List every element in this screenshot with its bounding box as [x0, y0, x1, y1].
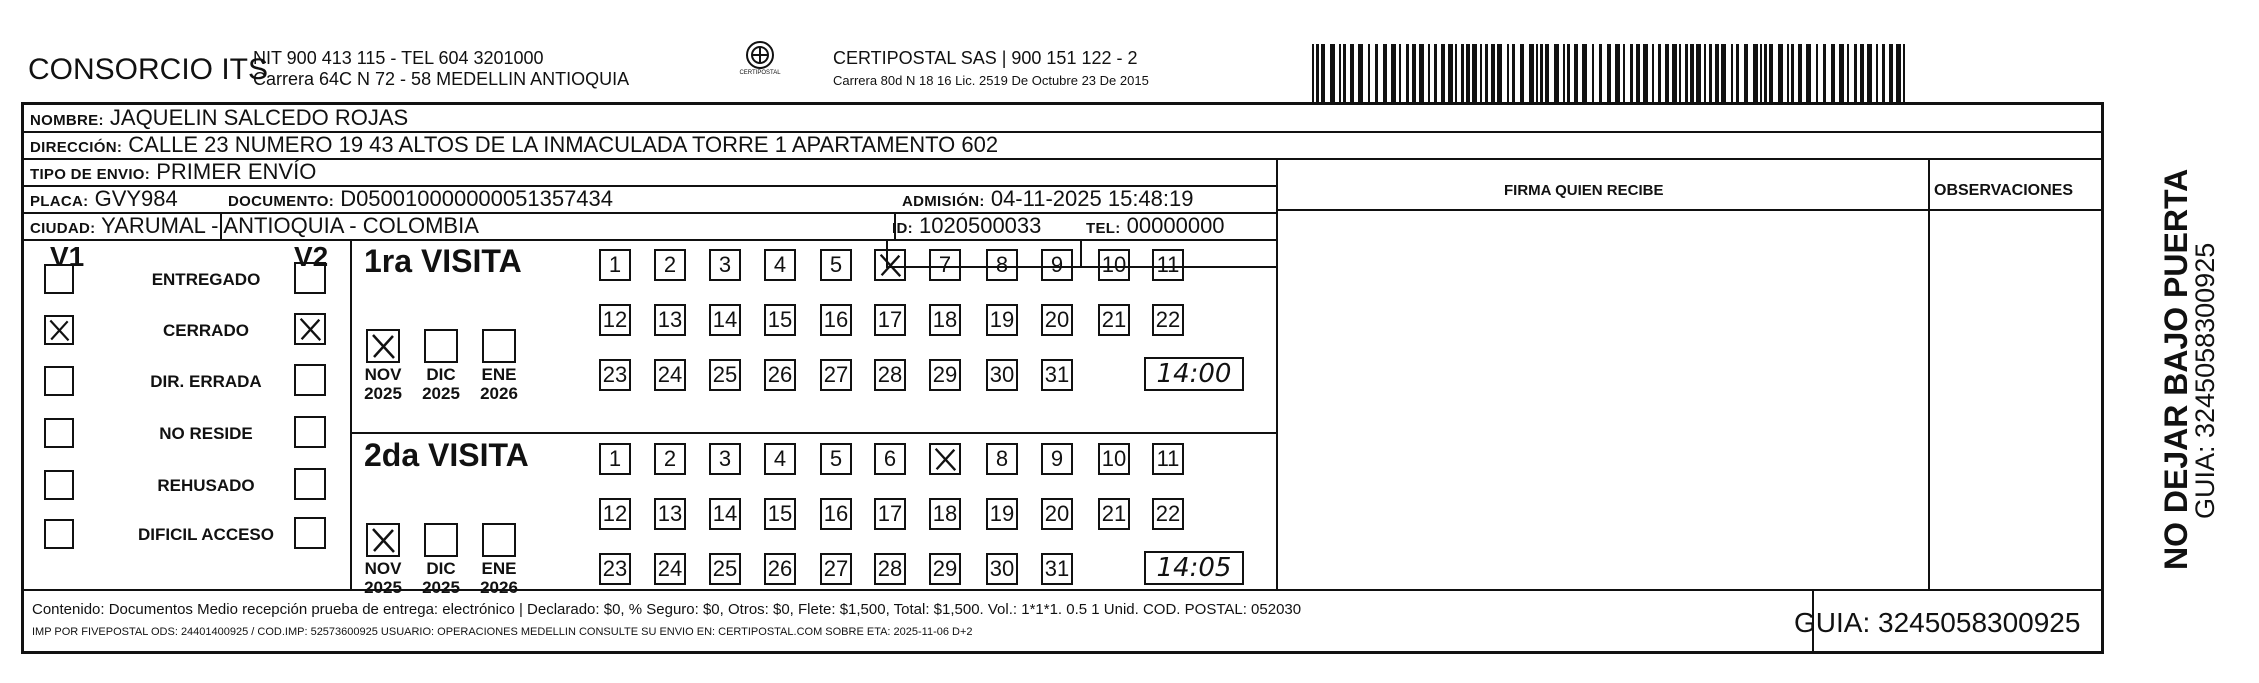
day-box[interactable]: 24 [654, 359, 686, 391]
barcode-bar [1685, 44, 1688, 102]
day-box[interactable]: 2 [654, 443, 686, 475]
barcode-bar [1847, 44, 1849, 102]
month-name: NOV [364, 365, 402, 384]
day-box[interactable]: 15 [764, 498, 796, 530]
v2-status-checkbox[interactable] [294, 416, 326, 448]
barcode-bar [1358, 44, 1363, 102]
day-box[interactable]: 29 [929, 553, 961, 585]
x-mark-icon [296, 315, 324, 343]
barcode-bar [1806, 44, 1811, 102]
month-checkbox[interactable] [482, 523, 516, 557]
direccion-value: CALLE 23 NUMERO 19 43 ALTOS DE LA INMACULADA TORRE 1 APARTAMENTO 602 [128, 132, 999, 157]
day-box[interactable]: 18 [929, 498, 961, 530]
barcode-bar [1630, 44, 1633, 102]
barcode-bar [1448, 44, 1453, 102]
barcode-bar [1554, 44, 1559, 102]
barcode-bar [1679, 44, 1681, 102]
day-box[interactable]: 15 [764, 304, 796, 336]
barcode-bar [1744, 44, 1748, 102]
status-label: ENTREGADO [151, 270, 261, 289]
barcode-bar [1520, 44, 1524, 102]
admision-field [902, 186, 1193, 212]
id-field [892, 213, 1041, 239]
company-nit-line: NIT 900 413 115 - TEL 604 3201000 [253, 48, 544, 68]
barcode-bar [1567, 44, 1570, 102]
day-box[interactable]: 22 [1152, 498, 1184, 530]
barcode-bar [1582, 44, 1587, 102]
placa-field [30, 186, 178, 212]
v2-status-checkbox[interactable] [294, 262, 326, 294]
barcode-bar [1368, 44, 1370, 102]
month-checkbox[interactable] [482, 329, 516, 363]
barcode-bar [1896, 44, 1901, 102]
tel-field [1086, 213, 1225, 239]
barcode-bar [1731, 44, 1733, 102]
barcode-bar [1709, 44, 1712, 102]
barcode-bar [1480, 44, 1482, 102]
barcode-bar [1507, 44, 1509, 102]
day-box[interactable]: 1 [599, 443, 631, 475]
barcode-bar [1350, 44, 1354, 102]
month-label [358, 365, 408, 403]
barcode-bar [1383, 44, 1387, 102]
x-mark-icon [876, 251, 904, 279]
day-box[interactable]: 19 [986, 304, 1018, 336]
barcode-bar [1599, 44, 1602, 102]
barcode-bar [1545, 44, 1549, 102]
tipo-envio-row [30, 159, 316, 185]
day-box[interactable]: 30 [986, 359, 1018, 391]
month-year: 2025 [422, 578, 460, 597]
day-box[interactable]: 11 [1152, 249, 1184, 281]
day-box[interactable]: 25 [709, 359, 741, 391]
barcode-bar [1854, 44, 1857, 102]
barcode-bar [1441, 44, 1445, 102]
status-label: CERRADO [163, 321, 249, 340]
barcode-bar [1615, 44, 1620, 102]
day-box[interactable]: 10 [1098, 443, 1130, 475]
month-year: 2025 [422, 384, 460, 403]
footer-print-line: IMP POR FIVEPOSTAL ODS: 24401400925 / COD.IMP: 52573600925 USUARIO: OPERACIONES MEDELLIN CONSULTE SU ENVIO EN: CERTIPOSTAL.COM SOBRE ETA: 2025-11-06 D+2 [32, 626, 973, 638]
courier-name: CERTIPOSTAL SAS | 900 151 122 - 2 [833, 48, 1138, 68]
day-box[interactable]: 14 [709, 304, 741, 336]
barcode-bar [1497, 44, 1502, 102]
day-box[interactable]: 9 [1041, 249, 1073, 281]
certipostal-logo [730, 40, 790, 96]
courier-address: Carrera 80d N 18 16 Lic. 2519 De Octubre 23 De 2015 [833, 73, 1149, 88]
barcode-bar [1375, 44, 1378, 102]
x-mark-icon [368, 525, 398, 555]
barcode-bar [1665, 44, 1669, 102]
month-year: 2026 [480, 578, 518, 597]
barcode [1312, 44, 1912, 102]
x-mark-icon [931, 445, 959, 473]
barcode-bar [1769, 44, 1773, 102]
barcode-bar [1339, 44, 1341, 102]
barcode-bar [1461, 44, 1464, 102]
ciudad-value: YARUMAL - ANTIOQUIA - COLOMBIA [101, 213, 479, 238]
day-box[interactable]: 23 [599, 359, 631, 391]
barcode-bar [1753, 44, 1758, 102]
month-checkbox[interactable] [366, 329, 400, 363]
month-checkbox[interactable] [424, 329, 458, 363]
visit-title: 1ra VISITA [364, 243, 522, 279]
barcode-bar [1419, 44, 1424, 102]
month-checkbox[interactable] [424, 523, 458, 557]
barcode-bar [1764, 44, 1767, 102]
day-box[interactable]: 2 [654, 249, 686, 281]
month-name: DIC [426, 365, 456, 384]
barcode-bar [1623, 44, 1625, 102]
barcode-bar [1831, 44, 1835, 102]
month-name: NOV [364, 559, 402, 578]
direccion-label: DIRECCIÓN: [30, 139, 123, 156]
barcode-bar [1330, 44, 1335, 102]
barcode-bar [1472, 44, 1477, 102]
day-box[interactable]: 20 [1041, 304, 1073, 336]
barcode-bar [1434, 44, 1437, 102]
admision-value: 04-11-2025 15:48:19 [990, 186, 1194, 211]
placa-value: GVY984 [94, 186, 178, 211]
v1-status-checkbox[interactable] [44, 264, 74, 294]
firma-header: FIRMA QUIEN RECIBE [1504, 182, 1664, 199]
barcode-bar [1592, 44, 1594, 102]
day-box[interactable]: 30 [986, 553, 1018, 585]
x-mark-icon [46, 317, 72, 343]
month-name: ENE [481, 559, 517, 578]
barcode-bar [1798, 44, 1802, 102]
day-box[interactable]: 26 [764, 553, 796, 585]
tipo-envio-value: PRIMER ENVÍO [156, 159, 317, 184]
day-box[interactable]: 20 [1041, 498, 1073, 530]
barcode-bar [1512, 44, 1515, 102]
observaciones-header: OBSERVACIONES [1934, 182, 2073, 199]
barcode-bar [1672, 44, 1677, 102]
month-label [416, 365, 466, 403]
day-box[interactable]: 24 [654, 553, 686, 585]
barcode-bar [1529, 44, 1534, 102]
barcode-bar [1860, 44, 1864, 102]
footer-content-line: Contenido: Documentos Medio recepción prueba de entrega: electrónico | Declarado: $0, % Seguro: $0, Otros: $0, Flete: $1,500, Total: $1,500. Vol.: 1*1*1. 0.5 1 Unid. COD. POSTAL: 052030 [32, 601, 1302, 618]
day-box[interactable]: 1 [599, 249, 631, 281]
day-box[interactable] [929, 443, 961, 475]
ciudad-field [30, 213, 479, 239]
barcode-bar [1816, 44, 1818, 102]
barcode-bar [1536, 44, 1538, 102]
v1-status-checkbox[interactable] [44, 418, 74, 448]
barcode-bar [1574, 44, 1578, 102]
day-box[interactable]: 14 [709, 498, 741, 530]
company-address-line: Carrera 64C N 72 - 58 MEDELLIN ANTIOQUIA [253, 69, 630, 89]
barcode-bar [1312, 44, 1314, 102]
barcode-bar [1412, 44, 1416, 102]
month-name: DIC [426, 559, 456, 578]
ciudad-label: CIUDAD: [30, 220, 96, 237]
day-box[interactable]: 22 [1152, 304, 1184, 336]
day-box[interactable]: 9 [1041, 443, 1073, 475]
v2-status-checkbox[interactable] [294, 364, 326, 396]
barcode-bar [1778, 44, 1783, 102]
day-box[interactable]: 5 [820, 443, 852, 475]
day-box[interactable]: 25 [709, 553, 741, 585]
barcode-bar [1406, 44, 1409, 102]
barcode-bar [1690, 44, 1694, 102]
barcode-bar [1491, 44, 1495, 102]
day-box[interactable]: 8 [986, 249, 1018, 281]
v2-header: V2 [294, 241, 329, 272]
month-year: 2026 [480, 384, 518, 403]
barcode-bar [1704, 44, 1706, 102]
v1-status-checkbox[interactable] [44, 470, 74, 500]
side-warning: NO DEJAR BAJO PUERTA [2158, 168, 2194, 570]
visit-title: 2da VISITA [364, 437, 529, 473]
day-box[interactable]: 27 [820, 359, 852, 391]
v1-status-checkbox[interactable] [44, 366, 74, 396]
day-box[interactable]: 4 [764, 443, 796, 475]
day-box[interactable] [874, 249, 906, 281]
tel-label: TEL: [1086, 220, 1121, 237]
barcode-bar [1721, 44, 1726, 102]
month-label [358, 559, 408, 597]
day-box[interactable]: 28 [874, 359, 906, 391]
day-box[interactable]: 8 [986, 443, 1018, 475]
day-box[interactable]: 10 [1098, 249, 1130, 281]
day-box[interactable]: 31 [1041, 359, 1073, 391]
status-label: DIR. ERRADA [150, 372, 262, 391]
day-box[interactable]: 19 [986, 498, 1018, 530]
barcode-bar [1391, 44, 1396, 102]
v1-header: V1 [50, 241, 85, 272]
status-label: REHUSADO [157, 476, 255, 495]
month-year: 2025 [364, 384, 402, 403]
month-label [416, 559, 466, 597]
barcode-bar [1321, 44, 1325, 102]
delivery-form [21, 102, 2104, 654]
day-box[interactable]: 11 [1152, 443, 1184, 475]
certipostal-logo-icon [743, 40, 777, 70]
barcode-bar [1903, 44, 1905, 102]
day-box[interactable]: 21 [1098, 304, 1130, 336]
day-box[interactable]: 26 [764, 359, 796, 391]
status-label: NO RESIDE [159, 424, 253, 443]
v1-status-checkbox[interactable] [44, 519, 74, 549]
day-box[interactable]: 18 [929, 304, 961, 336]
day-box[interactable]: 5 [820, 249, 852, 281]
v1-status-checkbox[interactable] [44, 315, 74, 345]
barcode-bar [1787, 44, 1789, 102]
tipo-envio-label: TIPO DE ENVIO: [30, 166, 151, 183]
day-box[interactable]: 29 [929, 359, 961, 391]
logo-text: CERTIPOSTAL [739, 70, 781, 76]
barcode-bar [1882, 44, 1885, 102]
day-box[interactable]: 13 [654, 304, 686, 336]
id-label: ID: [892, 220, 913, 237]
nombre-row [30, 105, 408, 131]
day-box[interactable]: 4 [764, 249, 796, 281]
day-box[interactable]: 16 [820, 498, 852, 530]
barcode-bar [1696, 44, 1701, 102]
barcode-bar [1343, 44, 1346, 102]
day-box[interactable]: 7 [929, 249, 961, 281]
v2-status-checkbox[interactable] [294, 313, 326, 345]
nombre-value: JAQUELIN SALCEDO ROJAS [109, 105, 409, 130]
barcode-bar [1643, 44, 1648, 102]
day-box[interactable]: 17 [874, 498, 906, 530]
barcode-bar [1563, 44, 1565, 102]
documento-value: D050010000000051357434 [340, 186, 614, 211]
day-box[interactable]: 16 [820, 304, 852, 336]
id-value: 1020500033 [919, 213, 1042, 238]
barcode-bar [1466, 44, 1470, 102]
barcode-bar [1889, 44, 1893, 102]
month-label [474, 559, 524, 597]
month-checkbox[interactable] [366, 523, 400, 557]
barcode-bar [1540, 44, 1543, 102]
barcode-bar [1485, 44, 1488, 102]
barcode-bar [1791, 44, 1794, 102]
barcode-bar [1736, 44, 1739, 102]
barcode-bar [1455, 44, 1457, 102]
company-info [253, 48, 629, 90]
barcode-bar [1823, 44, 1826, 102]
month-name: ENE [481, 365, 517, 384]
status-label: DIFICIL ACCESO [137, 525, 274, 544]
barcode-bar [1607, 44, 1611, 102]
day-box[interactable]: 27 [820, 553, 852, 585]
day-box[interactable]: 3 [709, 249, 741, 281]
barcode-bar [1428, 44, 1430, 102]
barcode-bar [1316, 44, 1319, 102]
barcode-bar [1876, 44, 1878, 102]
barcode-bar [1652, 44, 1654, 102]
visit-time[interactable]: 14:05 [1144, 551, 1244, 585]
barcode-bar [1636, 44, 1640, 102]
documento-label: DOCUMENTO: [228, 193, 335, 210]
month-label [474, 365, 524, 403]
side-guia-number: GUIA: 3245058300925 [2190, 242, 2220, 519]
barcode-bar [1399, 44, 1401, 102]
tel-value: 00000000 [1126, 213, 1225, 238]
v2-status-checkbox[interactable] [294, 517, 326, 549]
day-box[interactable]: 13 [654, 498, 686, 530]
direccion-row [30, 132, 998, 158]
barcode-bar [1658, 44, 1661, 102]
barcode-bar [1839, 44, 1844, 102]
nombre-label: NOMBRE: [30, 112, 104, 129]
barcode-bar [1760, 44, 1762, 102]
admision-label: ADMISIÓN: [902, 193, 985, 210]
day-box[interactable]: 6 [874, 443, 906, 475]
day-box[interactable]: 17 [874, 304, 906, 336]
day-box[interactable]: 31 [1041, 553, 1073, 585]
v2-status-checkbox[interactable] [294, 468, 326, 500]
documento-field [228, 186, 613, 212]
barcode-bar [1867, 44, 1872, 102]
day-box[interactable]: 21 [1098, 498, 1130, 530]
x-mark-icon [368, 331, 398, 361]
footer-guia-number: GUIA: 3245058300925 [1794, 607, 2081, 638]
day-box[interactable]: 12 [599, 498, 631, 530]
company-name: CONSORCIO ITS [28, 53, 269, 86]
day-box[interactable]: 3 [709, 443, 741, 475]
placa-label: PLACA: [30, 193, 89, 210]
day-box[interactable]: 28 [874, 553, 906, 585]
day-box[interactable]: 12 [599, 304, 631, 336]
month-year: 2025 [364, 578, 402, 597]
barcode-bar [1715, 44, 1719, 102]
visit-time[interactable]: 14:00 [1144, 357, 1244, 391]
day-box[interactable]: 23 [599, 553, 631, 585]
